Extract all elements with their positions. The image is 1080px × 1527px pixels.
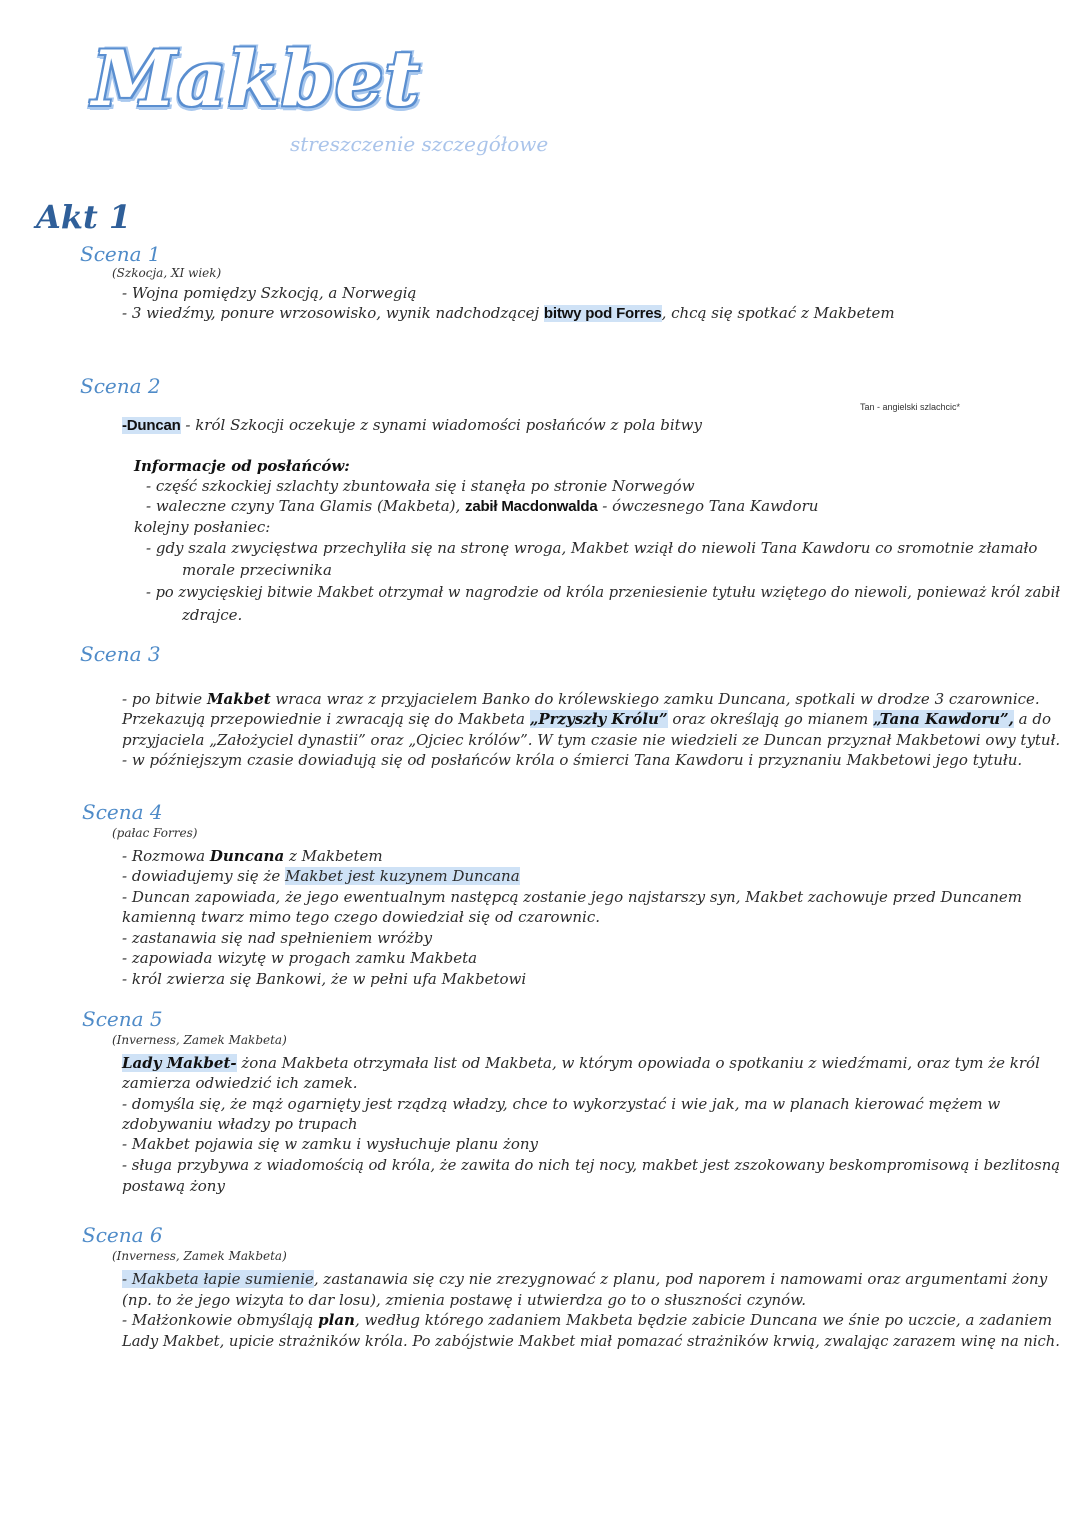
scene-5-line-5: - Makbet pojawia się w zamku i wysłuchuje planu żony [122,1135,539,1153]
scene-5-line-3: - domyśla się, że mąż ogarnięty jest rządzą władzy, chce to wykorzystać i wie jak, ma w planach kierować mężem w [122,1095,1001,1113]
scene-5-line-4: zdobywaniu władzy po trupach [122,1115,358,1133]
scene-1-line-1: - Wojna pomiędzy Szkocją, a Norwegią [122,284,417,302]
scene-1-place: (Szkocja, XI wiek) [112,266,222,280]
scene-3-line-4: - w późniejszym czasie dowiadują się od posłańców króla o śmierci Tana Kawdoru i przyznaniu Makbetowi jego tytułu. [122,751,1023,769]
scene-2-line-1: -Duncan - król Szkocji oczekuje z synami wiadomości posłańców z pola bitwy [122,416,702,434]
scene-1-heading: Scena 1 [80,242,161,266]
footnote-tan: Tan - angielski szlachcic* [860,402,961,412]
scene-1-line-2: - 3 wiedźmy, ponure wrzosowisko, wynik nadchodzącej bitwy pod Forres, chcą się spotkać z Makbetem [122,304,895,322]
scene-5-place: (Inverness, Zamek Makbeta) [112,1033,287,1047]
scene-4-line-7: - król zwierza się Bankowi, że w pełni ufa Makbetowi [122,970,527,988]
scene-5-line-6: - sługa przybywa z wiadomością od króla, że zawita do nich tej nocy, makbet jest zszokowany beskompromisową i bezlitosną [122,1156,1061,1174]
scene-2-line-2: - część szkockiej szlachty zbuntowała się i stanęła po stronie Norwegów [146,477,695,495]
scene-4-line-2: - dowiadujemy się że Makbet jest kuzynem Duncana [122,867,520,885]
scene-5-heading: Scena 5 [82,1007,163,1031]
page-subtitle: streszczenie szczegółowe [290,132,549,156]
page-title: Makbet [92,34,421,123]
scene-4-line-1: - Rozmowa Duncana z Makbetem [122,847,383,865]
scene-2-info-heading: Informacje od posłańców: [134,457,350,475]
scene-4-place: (pałac Forres) [112,826,198,840]
scene-4-heading: Scena 4 [82,800,163,824]
scene-6-line-3: - Małżonkowie obmyślają plan, według którego zadaniem Makbeta będzie zabicie Duncana we śnie po uczcie, a zadaniem [122,1311,1053,1329]
scene-5-line-2: zamierza odwiedzić ich zamek. [122,1074,358,1092]
act-heading: Akt 1 [36,198,132,236]
scene-2-line-3: - waleczne czyny Tana Glamis (Makbeta), zabił Macdonwalda - ówczesnego Tana Kawdoru [146,497,819,515]
scene-3-line-2: Przekazują przepowiednie i zwracają się do Makbeta „Przyszły Królu” oraz określają go mianem „Tana Kawdoru”, a do [122,710,1051,728]
scene-6-place: (Inverness, Zamek Makbeta) [112,1249,287,1263]
scene-4-line-5: - zastanawia się nad spełnieniem wróżby [122,929,433,947]
scene-2-line-8: zdrajce. [182,606,243,624]
scene-6-line-1: - Makbeta łapie sumienie, zastanawia się czy nie zrezygnować z planu, pod naporem i namowami oraz argumentami żony [122,1270,1048,1288]
scene-2-line-5: - gdy szala zwycięstwa przechyliła się na stronę wroga, Makbet wziął do niewoli Tana Kawdoru co sromotnie złamało [146,539,1038,557]
scene-5-line-7: postawą żony [122,1177,225,1195]
scene-3-line-3: przyjaciela „Założyciel dynastii” oraz „Ojciec królów”. W tym czasie nie wiedzieli ze Duncan przyznał Makbetowi owy tytuł. [122,731,1061,749]
scene-3-heading: Scena 3 [80,642,161,666]
scene-2-line-6: morale przeciwnika [182,561,332,579]
scene-3-line-1: - po bitwie Makbet wraca wraz z przyjacielem Banko do królewskiego zamku Duncana, spotkali w drodze 3 czarownice. [122,690,1040,708]
scene-6-line-4: Lady Makbet, upicie strażników króla. Po zabójstwie Makbet miał pomazać strażników krwią, zwalając zarazem winę na nich. [122,1332,1060,1350]
scene-2-heading: Scena 2 [80,374,161,398]
scene-4-line-6: - zapowiada wizytę w progach zamku Makbeta [122,949,478,967]
scene-6-heading: Scena 6 [82,1223,163,1247]
scene-5-line-1: Lady Makbet- żona Makbeta otrzymała list od Makbeta, w którym opowiada o spotkaniu z wiedźmami, oraz tym że król [122,1054,1040,1072]
scene-6-line-2: (np. to że jego wizyta to dar losu), zmienia postawę i utwierdza go to o słuszności czynów. [122,1291,807,1309]
scene-2-line-7: - po zwycięskiej bitwie Makbet otrzymał w nagrodzie od króla przeniesienie tytułu wziętego do niewoli, ponieważ król zabił [146,583,1061,601]
scene-4-line-3: - Duncan zapowiada, że jego ewentualnym następcą zostanie jego najstarszy syn, Makbet zachowuje przed Duncanem [122,888,1023,906]
scene-2-line-4: kolejny posłaniec: [134,518,271,536]
scene-4-line-4: kamienną twarz mimo tego czego dowiedział się od czarownic. [122,908,601,926]
